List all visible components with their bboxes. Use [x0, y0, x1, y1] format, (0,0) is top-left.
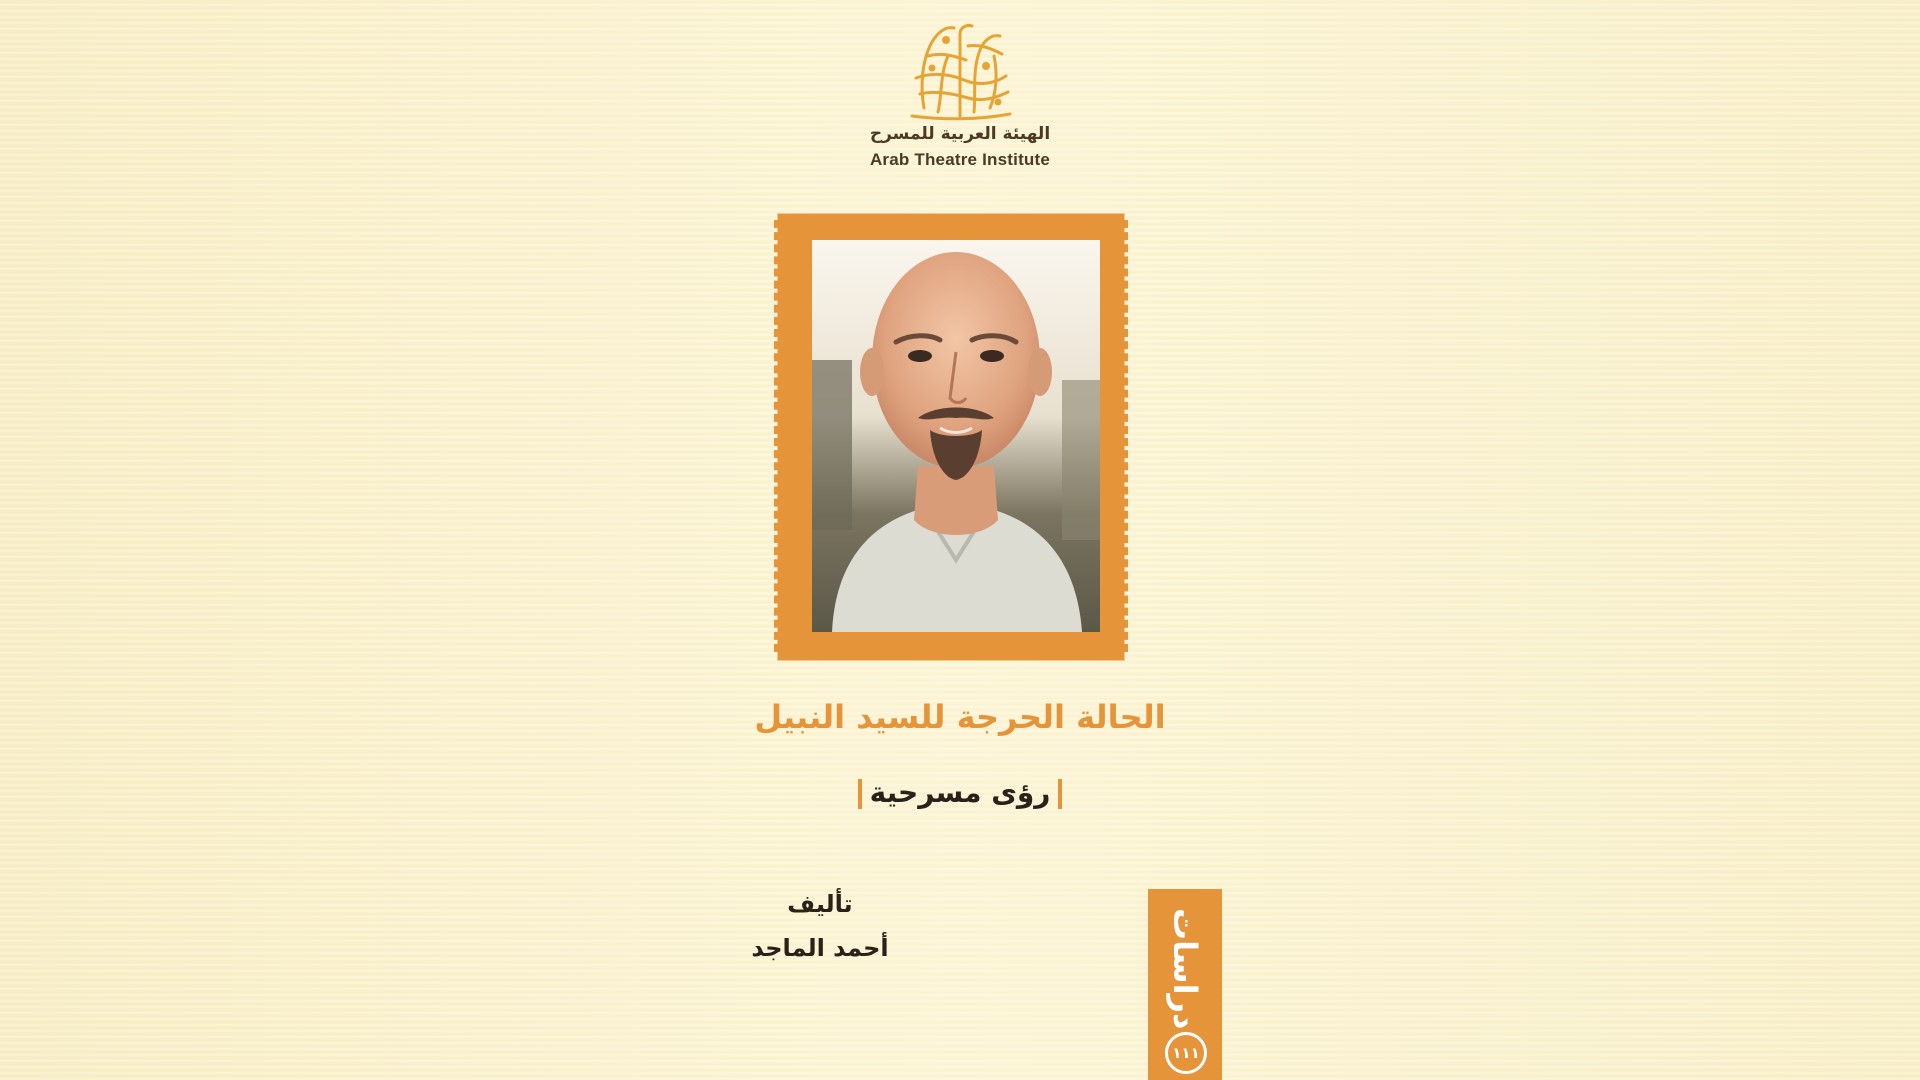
- author-portrait: [812, 240, 1100, 632]
- book-subtitle-row: [760, 776, 1160, 809]
- author-name: أحمد الماجد: [751, 934, 889, 962]
- series-number: ١١١: [1165, 1032, 1207, 1074]
- book-title: الحالة الحرجة للسيد النبيل: [754, 698, 1166, 736]
- subtitle-divider-left: [858, 779, 862, 809]
- institute-name-arabic: الهيئة العربية للمسرح: [869, 124, 1051, 144]
- institute-name-english: Arab Theatre Institute: [869, 150, 1051, 169]
- portrait-frame: [778, 214, 1124, 660]
- series-tab: [1148, 889, 1222, 1080]
- author-label: تأليف: [787, 890, 853, 918]
- subtitle-divider-right: [1058, 779, 1062, 809]
- book-subtitle: رؤى مسرحية: [869, 776, 1051, 809]
- calligraphic-seal-icon: [902, 16, 1018, 124]
- series-label: دراسات: [1166, 907, 1204, 1029]
